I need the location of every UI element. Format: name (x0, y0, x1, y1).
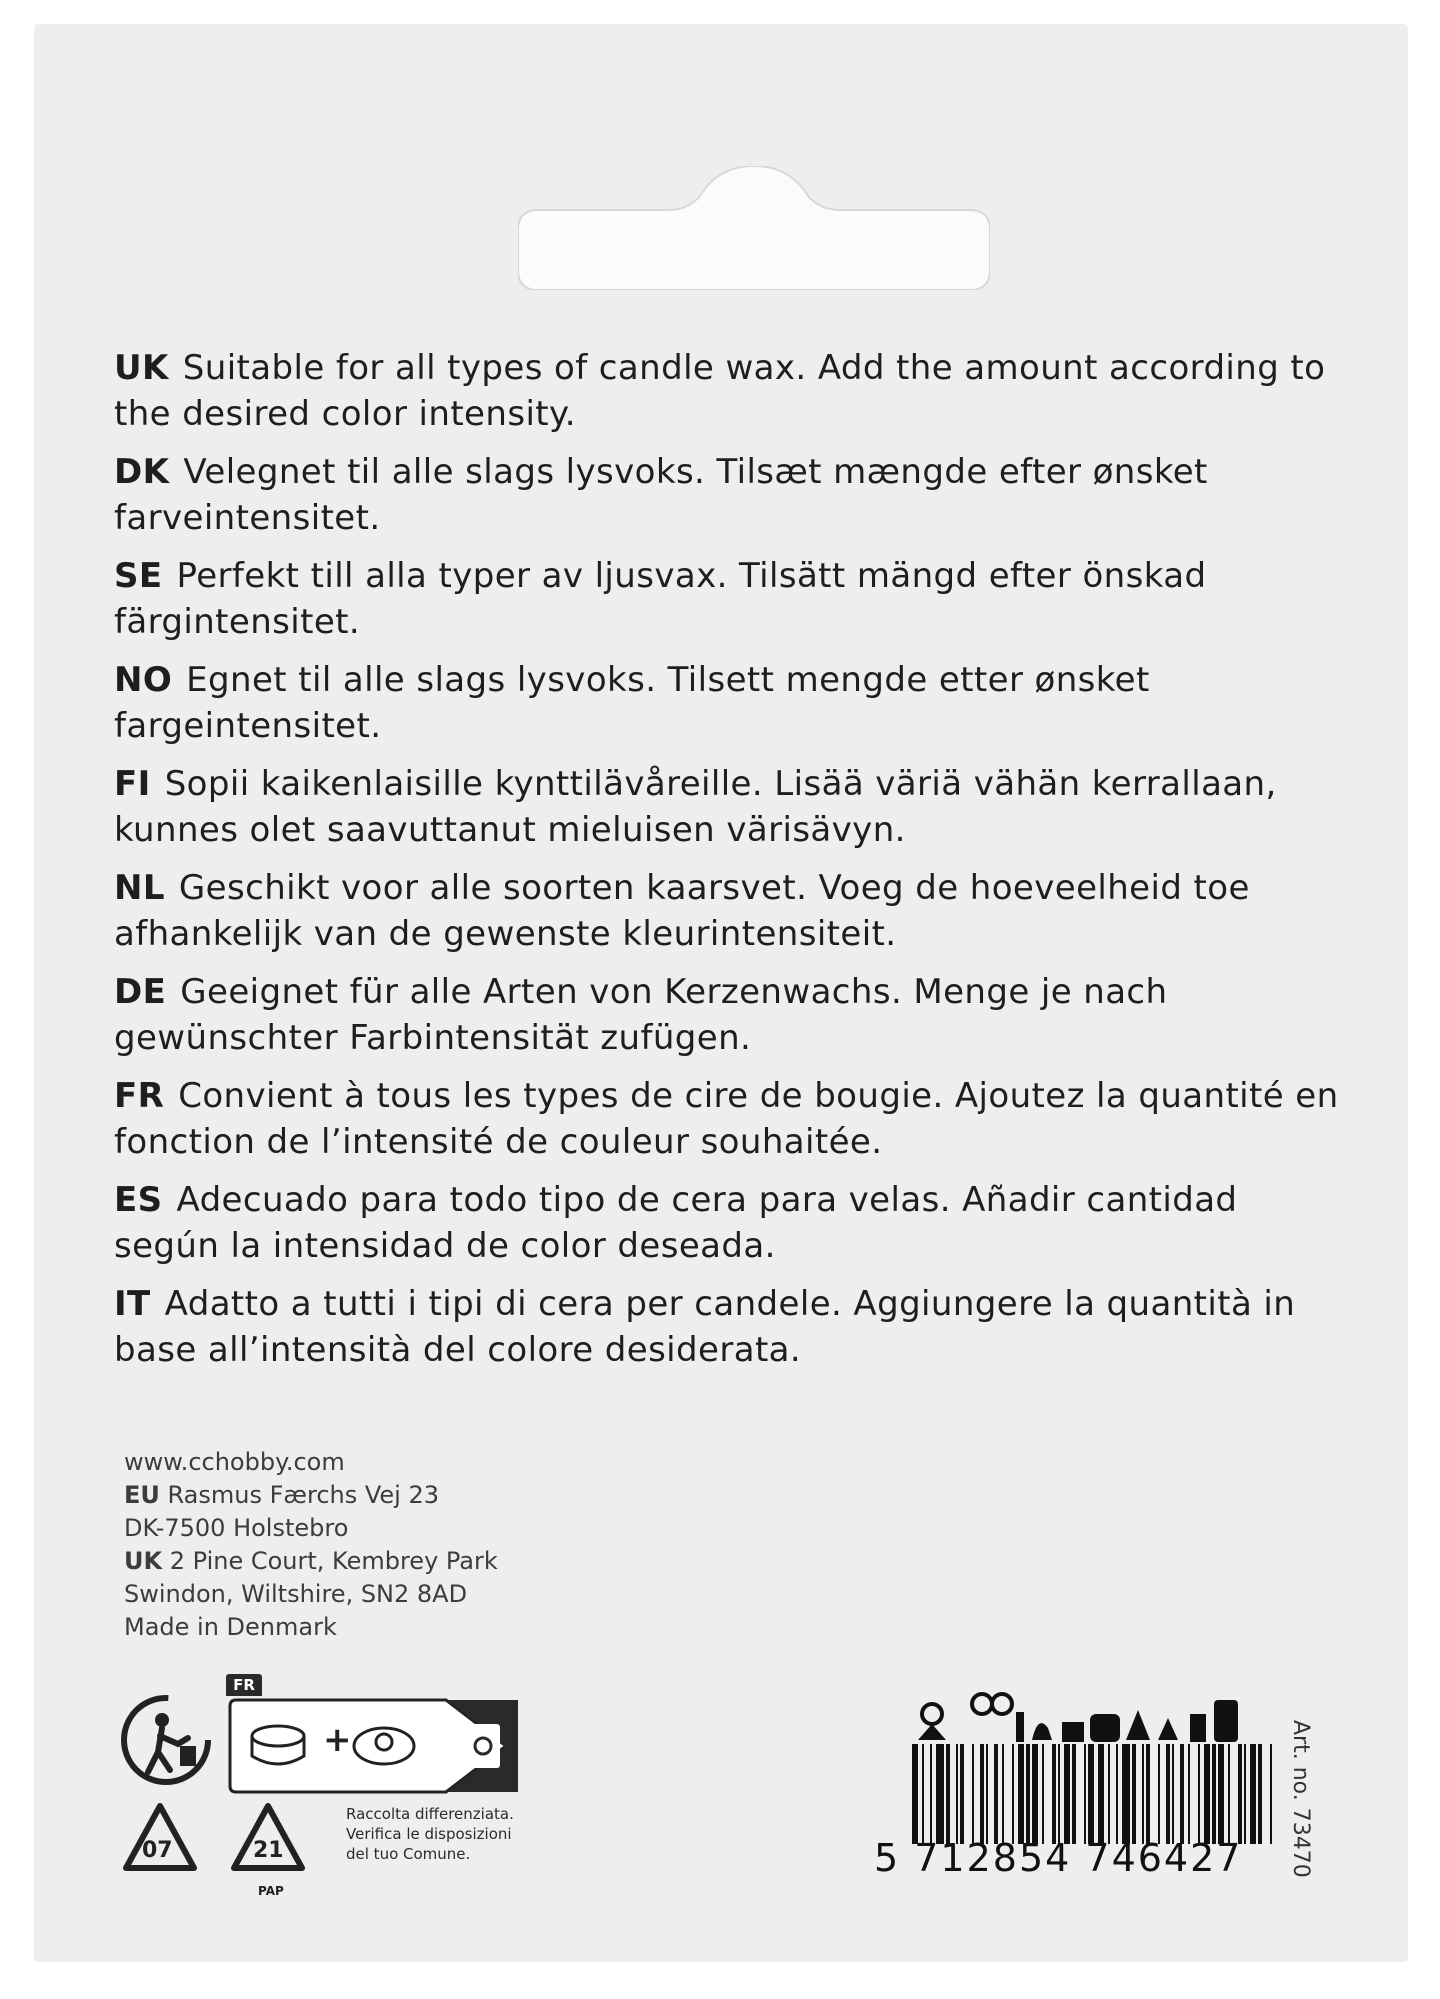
barcode-bar (1218, 1744, 1224, 1844)
uk-address-line2: Swindon, Wiltshire, SN2 8AD (124, 1580, 468, 1608)
article-number: Art. no. 73470 (1288, 1720, 1313, 1878)
barcode-bar (1018, 1744, 1024, 1844)
language-code: IT (114, 1284, 151, 1324)
instruction-no (114, 657, 1344, 749)
contact-block (124, 1446, 498, 1644)
barcode-block (874, 1684, 1282, 1894)
barcode-bar (1158, 1744, 1160, 1844)
barcode-bar (1244, 1744, 1246, 1844)
instruction-text: Egnet til alle slags lysvoks. Tilsett mengde etter ønsket fargeintensitet. (114, 660, 1150, 746)
instruction-text: Geeignet für alle Arten von Kerzenwachs. Menge je nach gewünschter Farbintensität zufügen. (114, 972, 1168, 1058)
instruction-dk (114, 449, 1344, 541)
language-code: FR (114, 1076, 165, 1116)
barcode-bar (1198, 1744, 1200, 1844)
hang-hole (518, 166, 990, 290)
uk-street: 2 Pine Court, Kembrey Park (169, 1547, 498, 1575)
plastic-code: 07 (142, 1838, 173, 1863)
barcode-bar (994, 1744, 998, 1844)
uk-label: UK (124, 1547, 163, 1575)
recycling-caption (346, 1804, 514, 1864)
barcode-bar (1166, 1744, 1170, 1844)
barcode-bar (1188, 1744, 1190, 1844)
made-in-text: Made in Denmark (124, 1613, 337, 1641)
instruction-text: Adecuado para todo tipo de cera para velas. Añadir cantidad según la intensidad de color deseada. (114, 1180, 1238, 1266)
barcode-bar (1238, 1744, 1242, 1844)
instruction-text: Geschikt voor alle soorten kaarsvet. Voeg de hoeveelheid toe afhankelijk van de gewenste kleurintensiteit. (114, 868, 1250, 954)
language-code: NO (114, 660, 173, 700)
instruction-de (114, 969, 1344, 1061)
pap-label: PAP (258, 1884, 284, 1898)
instruction-fr (114, 1073, 1344, 1165)
eu-street: Rasmus Færchs Vej 23 (167, 1481, 440, 1509)
language-code: NL (114, 868, 165, 908)
barcode-bar (956, 1744, 958, 1844)
triman-panel (226, 1696, 526, 1796)
barcode-bar (972, 1744, 974, 1844)
instruction-nl (114, 865, 1344, 957)
barcode-bar (912, 1744, 918, 1844)
caption-line-3: del tuo Comune. (346, 1845, 471, 1863)
eu-label: EU (124, 1481, 160, 1509)
instruction-text: Adatto a tutti i tipi di cera per candele. Aggiungere la quantità in base all’intensità del colore desiderata. (114, 1284, 1296, 1370)
instruction-es (114, 1177, 1344, 1269)
instruction-fi (114, 761, 1344, 853)
barcode-bar (1258, 1744, 1262, 1844)
language-code: DK (114, 452, 170, 492)
barcode-bar (1180, 1744, 1184, 1844)
website-text: www.cchobby.com (124, 1448, 345, 1476)
recycling-info (118, 1672, 538, 1902)
barcode-bar (1052, 1744, 1056, 1844)
language-code: FI (114, 764, 151, 804)
instruction-text: Suitable for all types of candle wax. Add the amount according to the desired color intensity. (114, 348, 1326, 434)
barcode-bar (1204, 1744, 1210, 1844)
barcode-bar (1116, 1744, 1118, 1844)
barcode-bar (1172, 1744, 1174, 1844)
eu-address-line1 (124, 1479, 498, 1512)
barcode-bar (1212, 1744, 1216, 1844)
instructions-list (114, 345, 1344, 1385)
barcode-bars (912, 1744, 1282, 1844)
language-code: UK (114, 348, 169, 388)
language-code: SE (114, 556, 163, 596)
barcode-bar (1132, 1744, 1136, 1844)
barcode-bar (1270, 1744, 1272, 1844)
barcode-bar (1042, 1744, 1044, 1844)
barcode-bar (1012, 1744, 1014, 1844)
plus-sign: + (323, 1720, 352, 1760)
barcode-bar (1250, 1744, 1256, 1844)
tidyman-icon (118, 1692, 214, 1788)
barcode-bar (1098, 1744, 1104, 1844)
barcode-bar (930, 1744, 932, 1844)
barcode-bar (1084, 1744, 1086, 1844)
barcode-bar (980, 1744, 984, 1844)
instruction-text: Perfekt till alla typer av ljusvax. Tilsätt mängd efter önskad färgintensitet. (114, 556, 1207, 642)
caption-line-1: Raccolta differenziata. (346, 1805, 514, 1823)
language-code: DE (114, 972, 167, 1012)
barcode-bar (986, 1744, 988, 1844)
paper-code: 21 (253, 1838, 284, 1863)
instruction-uk (114, 345, 1344, 437)
barcode-bar (1072, 1744, 1076, 1844)
barcode-bar (946, 1744, 950, 1844)
craft-tools-icon-row (912, 1684, 1282, 1744)
barcode-bar (936, 1744, 944, 1844)
barcode-bar (1032, 1744, 1038, 1844)
language-code: ES (114, 1180, 163, 1220)
uk-address-line1 (124, 1545, 498, 1578)
barcode-bar (1142, 1744, 1144, 1844)
barcode-bar (1122, 1744, 1130, 1844)
barcode-bar (1026, 1744, 1030, 1844)
instruction-it (114, 1281, 1344, 1373)
barcode-bar (1228, 1744, 1230, 1844)
barcode-bar (1108, 1744, 1110, 1844)
barcode-bar (922, 1744, 924, 1844)
caption-line-2: Verifica le disposizioni (346, 1825, 512, 1843)
instruction-text: Sopii kaikenlaisille kynttilävåreille. Lisää väriä vähän kerrallaan, kunnes olet saavuttanut mieluisen värisävyn. (114, 764, 1277, 850)
barcode-bar (1058, 1744, 1060, 1844)
eu-address-line2: DK-7500 Holstebro (124, 1514, 349, 1542)
fr-tag: FR (226, 1674, 262, 1696)
instruction-text: Convient à tous les types de cire de bougie. Ajoutez la quantité en fonction de l’intensité de couleur souhaitée. (114, 1076, 1339, 1162)
barcode-digits: 5 712854 746427 (874, 1836, 1243, 1880)
barcode-bar (960, 1744, 964, 1844)
instruction-text: Velegnet til alle slags lysvoks. Tilsæt mængde efter ønsket farveintensitet. (114, 452, 1208, 538)
barcode-bar (1064, 1744, 1070, 1844)
barcode-bar (1146, 1744, 1150, 1844)
instruction-se (114, 553, 1344, 645)
barcode-bar (1088, 1744, 1094, 1844)
barcode-bar (1002, 1744, 1004, 1844)
